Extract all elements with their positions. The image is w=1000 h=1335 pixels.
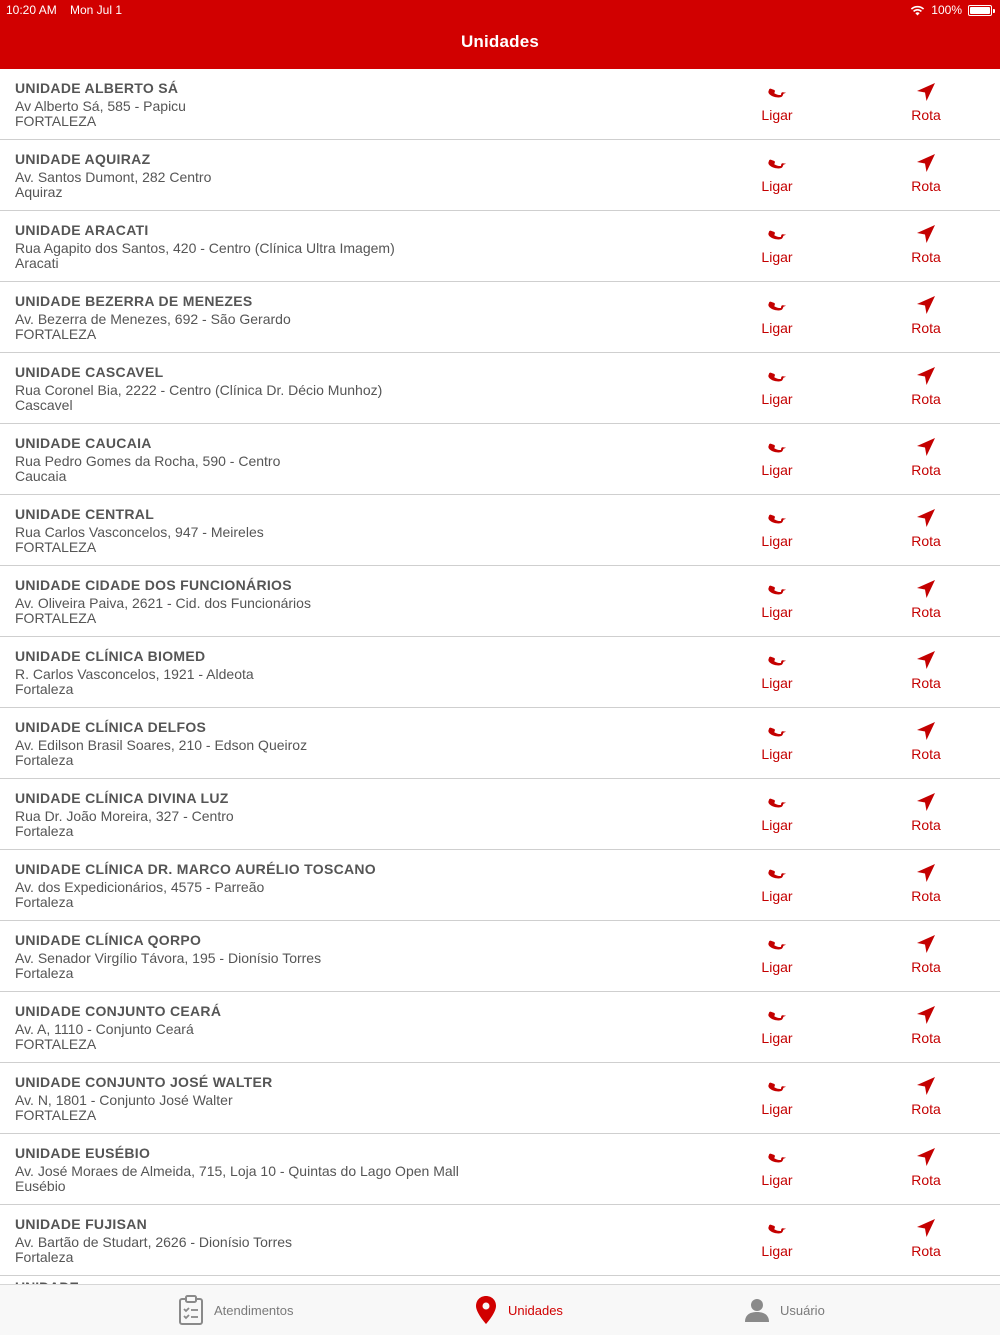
navigation-arrow-icon [915,507,937,529]
unit-info [15,718,715,768]
unit-row [0,566,1000,637]
route-button[interactable] [886,1217,966,1259]
call-label: Ligar [761,462,793,478]
phone-icon [766,81,788,103]
unit-address: Av. Oliveira Paiva, 2621 - Cid. dos Funcionários [15,595,311,611]
call-button[interactable] [737,294,817,336]
wifi-icon [910,5,925,16]
call-button[interactable] [737,1217,817,1259]
unit-name: UNIDADE CONJUNTO CEARÁ [15,1003,222,1019]
unit-name: UNIDADE CLÍNICA DR. MARCO AURÉLIO TOSCANO [15,861,377,877]
call-label: Ligar [761,391,793,407]
navigation-arrow-icon [915,1217,937,1239]
call-label: Ligar [761,249,793,265]
unit-city: FORTALEZA [15,539,97,555]
route-label: Rota [911,746,941,762]
unit-info [15,292,715,342]
unit-row [0,282,1000,353]
unit-info [15,221,715,271]
route-label: Rota [911,391,941,407]
route-button[interactable] [886,578,966,620]
status-bar [0,0,1000,20]
status-time: 10:20 AM [6,3,57,17]
route-label: Rota [911,1030,941,1046]
call-label: Ligar [761,1243,793,1259]
unit-row [0,140,1000,211]
call-label: Ligar [761,1030,793,1046]
phone-icon [766,649,788,671]
unit-city: Aquiraz [15,184,63,200]
unit-city: Cascavel [15,397,73,413]
unit-row [0,637,1000,708]
phone-icon [766,791,788,813]
unit-info [15,1215,715,1265]
unit-name: UNIDADE CAUCAIA [15,435,152,451]
phone-icon [766,1146,788,1168]
call-button[interactable] [737,507,817,549]
unit-city: Fortaleza [15,1249,74,1265]
call-button[interactable] [737,365,817,407]
unit-address: Av. Bartão de Studart, 2626 - Dionísio Torres [15,1234,293,1250]
navigation-arrow-icon [915,1075,937,1097]
page-title: Unidades [460,32,540,51]
phone-icon [766,294,788,316]
unit-info [15,931,715,981]
unit-name: UNIDADE FUJISAN [15,1216,148,1232]
user-icon [744,1297,770,1323]
call-label: Ligar [761,675,793,691]
map-pin-icon [474,1295,498,1325]
unit-info [15,576,715,626]
unit-address: Rua Agapito dos Santos, 420 - Centro (Clínica Ultra Imagem) [15,240,395,256]
unit-address: Av. Santos Dumont, 282 Centro [15,169,212,185]
call-button[interactable] [737,578,817,620]
call-button[interactable] [737,649,817,691]
route-button[interactable] [886,1146,966,1188]
call-label: Ligar [761,604,793,620]
route-button[interactable] [886,649,966,691]
unit-address: Av. A, 1110 - Conjunto Ceará [15,1021,194,1037]
unit-name: UNIDADE CASCAVEL [15,364,164,380]
route-button[interactable] [886,1075,966,1117]
phone-icon [766,507,788,529]
unit-name: UNIDADE CIDADE DOS FUNCIONÁRIOS [15,577,292,593]
route-button[interactable] [886,81,966,123]
unit-row [0,708,1000,779]
clipboard-icon [178,1295,204,1325]
unit-city: Eusébio [15,1178,66,1194]
unit-info [15,1073,715,1123]
unit-city: Caucaia [15,468,67,484]
navigation-arrow-icon [915,365,937,387]
call-label: Ligar [761,107,793,123]
unit-name: UNIDADE ALBERTO SÁ [15,80,179,96]
route-label: Rota [911,462,941,478]
route-button[interactable] [886,294,966,336]
navigation-arrow-icon [915,294,937,316]
unit-info [15,150,715,200]
unit-city: Fortaleza [15,894,74,910]
call-button[interactable] [737,720,817,762]
unit-info [15,789,715,839]
unit-city: FORTALEZA [15,610,97,626]
call-label: Ligar [761,959,793,975]
tab-usuario[interactable] [744,1285,825,1335]
unit-city: FORTALEZA [15,113,97,129]
battery-percent: 100% [931,3,962,17]
route-label: Rota [911,1243,941,1259]
unit-info [15,434,715,484]
call-button[interactable] [737,862,817,904]
unit-address: Av. Bezerra de Menezes, 692 - São Gerardo [15,311,291,327]
unit-row [0,992,1000,1063]
tab-atendimentos[interactable] [178,1285,294,1335]
route-button[interactable] [886,791,966,833]
unit-city: FORTALEZA [15,1036,97,1052]
call-label: Ligar [761,1172,793,1188]
route-button[interactable] [886,223,966,265]
phone-icon [766,1075,788,1097]
unit-info [15,363,715,413]
call-label: Ligar [761,533,793,549]
unit-info [15,860,715,910]
unit-name: UNIDADE CONJUNTO JOSÉ WALTER [15,1074,273,1090]
unit-name: UNIDADE AQUIRAZ [15,151,151,167]
unit-address: Av. Edilson Brasil Soares, 210 - Edson Queiroz [15,737,308,753]
call-button[interactable] [737,1075,817,1117]
unit-row [0,921,1000,992]
navigation-arrow-icon [915,578,937,600]
tab-label-atendimentos: Atendimentos [214,1302,294,1318]
unit-address: Av. N, 1801 - Conjunto José Walter [15,1092,233,1108]
phone-icon [766,365,788,387]
unit-row [0,1134,1000,1205]
route-label: Rota [911,249,941,265]
route-label: Rota [911,178,941,194]
call-button[interactable] [737,81,817,123]
tab-label-unidades: Unidades [508,1302,563,1318]
route-button[interactable] [886,933,966,975]
navigation-arrow-icon [915,223,937,245]
unit-row [0,353,1000,424]
unit-row [0,850,1000,921]
unit-city: Fortaleza [15,681,74,697]
navigation-arrow-icon [915,81,937,103]
phone-icon [766,862,788,884]
unit-address: Av Alberto Sá, 585 - Papicu [15,98,186,114]
unit-city: FORTALEZA [15,1107,97,1123]
route-label: Rota [911,533,941,549]
route-label: Rota [911,604,941,620]
call-button[interactable] [737,223,817,265]
unit-row [0,1205,1000,1276]
unit-info [15,505,715,555]
route-label: Rota [911,320,941,336]
route-label: Rota [911,888,941,904]
phone-icon [766,1217,788,1239]
route-button[interactable] [886,720,966,762]
phone-icon [766,152,788,174]
unit-city: FORTALEZA [15,326,97,342]
route-button[interactable] [886,862,966,904]
unit-city: Fortaleza [15,965,74,981]
unit-list [0,69,1000,1276]
nav-header [0,0,1000,69]
unit-name: UNIDADE CENTRAL [15,506,155,522]
unit-name: UNIDADE BEZERRA DE MENEZES [15,293,253,309]
phone-icon [766,1004,788,1026]
unit-city: Fortaleza [15,823,74,839]
unit-address: Av. dos Expedicionários, 4575 - Parreão [15,879,265,895]
unit-address: Rua Coronel Bia, 2222 - Centro (Clínica Dr. Décio Munhoz) [15,382,383,398]
route-button[interactable] [886,436,966,478]
unit-info [15,1144,715,1194]
navigation-arrow-icon [915,1146,937,1168]
unit-row [0,779,1000,850]
tab-unidades[interactable] [474,1285,563,1335]
unit-city: Fortaleza [15,752,74,768]
unit-address: Rua Carlos Vasconcelos, 947 - Meireles [15,524,264,540]
status-right [910,0,992,20]
route-button[interactable] [886,507,966,549]
unit-name: UNIDADE EUSÉBIO [15,1145,151,1161]
unit-name: UNIDADE ARACATI [15,222,149,238]
unit-address: Av. José Moraes de Almeida, 715, Loja 10 - Quintas do Lago Open Mall [15,1163,459,1179]
navigation-arrow-icon [915,436,937,458]
route-button[interactable] [886,1004,966,1046]
navigation-arrow-icon [915,933,937,955]
call-label: Ligar [761,1101,793,1117]
route-button[interactable] [886,152,966,194]
call-button[interactable] [737,152,817,194]
call-button[interactable] [737,1004,817,1046]
unit-row [0,424,1000,495]
unit-name: UNIDADE CLÍNICA BIOMED [15,648,206,664]
phone-icon [766,720,788,742]
route-button[interactable] [886,365,966,407]
unit-city: Aracati [15,255,59,271]
navigation-arrow-icon [915,720,937,742]
route-label: Rota [911,959,941,975]
unit-row [0,69,1000,140]
call-button[interactable] [737,933,817,975]
unit-address: Rua Pedro Gomes da Rocha, 590 - Centro [15,453,281,469]
unit-info [15,1002,715,1052]
call-label: Ligar [761,320,793,336]
tab-label-usuario: Usuário [780,1302,825,1318]
call-label: Ligar [761,888,793,904]
unit-name: UNIDADE CLÍNICA DIVINA LUZ [15,790,229,806]
route-label: Rota [911,675,941,691]
phone-icon [766,933,788,955]
navigation-arrow-icon [915,862,937,884]
unit-address: Av. Senador Virgílio Távora, 195 - Dionísio Torres [15,950,322,966]
route-label: Rota [911,1172,941,1188]
call-button[interactable] [737,436,817,478]
unit-info [15,647,715,697]
unit-row [0,211,1000,282]
navigation-arrow-icon [915,152,937,174]
phone-icon [766,578,788,600]
tab-bar [0,1284,1000,1335]
unit-info [15,79,715,129]
call-label: Ligar [761,817,793,833]
call-label: Ligar [761,746,793,762]
call-label: Ligar [761,178,793,194]
route-label: Rota [911,817,941,833]
unit-row [0,495,1000,566]
phone-icon [766,436,788,458]
unit-name: UNIDADE CLÍNICA DELFOS [15,719,207,735]
route-label: Rota [911,107,941,123]
navigation-arrow-icon [915,649,937,671]
navigation-arrow-icon [915,791,937,813]
call-button[interactable] [737,1146,817,1188]
navigation-arrow-icon [915,1004,937,1026]
battery-icon [968,5,992,16]
phone-icon [766,223,788,245]
unit-address: R. Carlos Vasconcelos, 1921 - Aldeota [15,666,254,682]
unit-address: Rua Dr. João Moreira, 327 - Centro [15,808,234,824]
call-button[interactable] [737,791,817,833]
unit-row [0,1063,1000,1134]
status-date: Mon Jul 1 [70,3,123,17]
route-label: Rota [911,1101,941,1117]
unit-name: UNIDADE CLÍNICA QORPO [15,932,202,948]
